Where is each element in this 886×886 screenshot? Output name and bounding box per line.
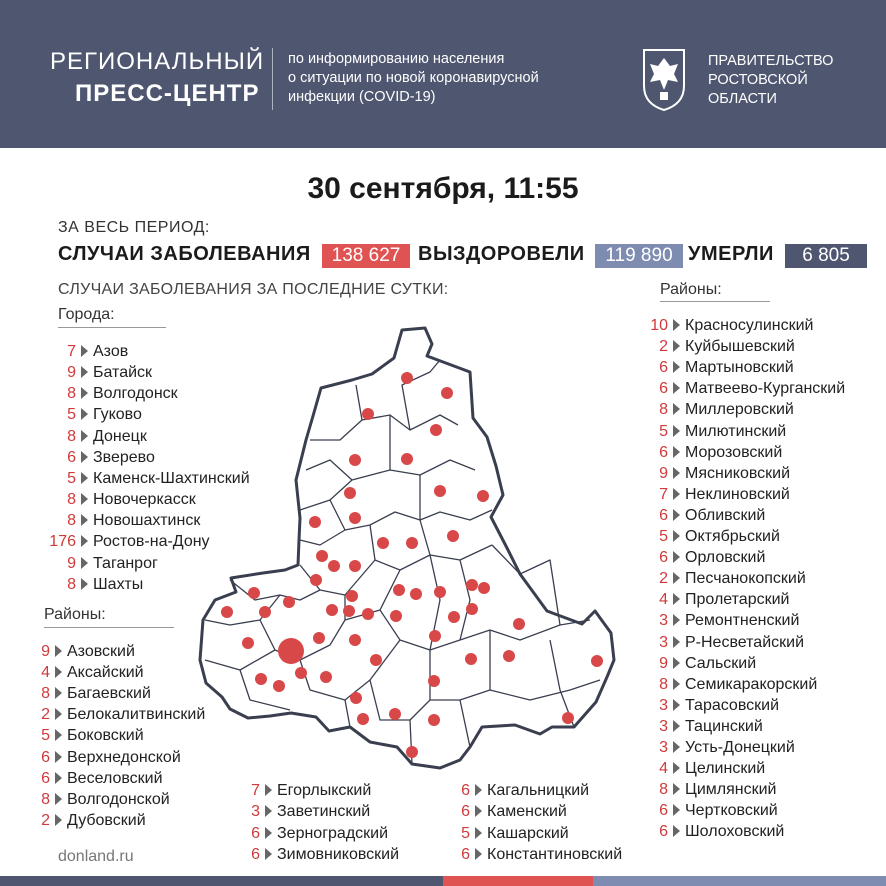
case-marker bbox=[310, 574, 322, 586]
footer-bar-middle bbox=[443, 876, 593, 886]
case-marker bbox=[428, 675, 440, 687]
districts-left-divider bbox=[44, 627, 174, 628]
place-name: Сальский bbox=[685, 654, 757, 672]
place-name: Новошахтинск bbox=[93, 512, 201, 530]
case-marker bbox=[344, 487, 356, 499]
place-name: Миллеровский bbox=[685, 401, 794, 419]
list-item bbox=[40, 574, 143, 595]
list-item bbox=[640, 610, 799, 631]
case-marker bbox=[221, 606, 233, 618]
case-marker bbox=[441, 387, 453, 399]
list-item bbox=[640, 336, 795, 357]
triangle-right-icon bbox=[55, 751, 62, 763]
case-count: 3 bbox=[659, 696, 668, 714]
place-name: Тарасовский bbox=[685, 696, 780, 714]
triangle-right-icon bbox=[265, 827, 272, 839]
case-marker bbox=[346, 590, 358, 602]
list-item bbox=[640, 800, 778, 821]
triangle-right-icon bbox=[673, 636, 680, 648]
case-marker bbox=[562, 712, 574, 724]
place-name: Зверево bbox=[93, 448, 155, 466]
case-count: 6 bbox=[659, 549, 668, 567]
case-marker bbox=[401, 453, 413, 465]
case-count: 5 bbox=[67, 469, 76, 487]
case-count: 5 bbox=[67, 406, 76, 424]
list-item bbox=[40, 362, 152, 383]
place-name: Зимовниковский bbox=[277, 845, 400, 863]
case-count: 3 bbox=[659, 633, 668, 651]
place-name: Ремонтненский bbox=[685, 612, 800, 630]
place-name: Гуково bbox=[93, 406, 142, 424]
recovered-total-badge: 119 890 bbox=[595, 244, 683, 268]
list-item bbox=[22, 747, 181, 768]
list-item bbox=[640, 632, 804, 653]
case-count: 6 bbox=[659, 359, 668, 377]
triangle-right-icon bbox=[673, 593, 680, 605]
case-count: 8 bbox=[67, 491, 76, 509]
case-count: 176 bbox=[49, 533, 76, 551]
case-count: 9 bbox=[41, 643, 50, 660]
case-marker bbox=[273, 680, 285, 692]
case-count: 9 bbox=[67, 364, 76, 382]
triangle-right-icon bbox=[475, 805, 482, 817]
case-marker bbox=[320, 671, 332, 683]
case-marker bbox=[362, 608, 374, 620]
case-count: 3 bbox=[659, 612, 668, 630]
place-name: Донецк bbox=[93, 427, 147, 445]
list-item bbox=[640, 378, 845, 399]
place-name: Азов bbox=[93, 343, 129, 360]
place-name: Каменский bbox=[487, 803, 567, 821]
triangle-right-icon bbox=[673, 382, 680, 394]
case-count: 8 bbox=[41, 790, 50, 808]
triangle-right-icon bbox=[475, 784, 482, 796]
triangle-right-icon bbox=[81, 535, 88, 547]
case-count: 6 bbox=[461, 845, 470, 863]
list-item bbox=[22, 768, 163, 789]
case-marker bbox=[242, 637, 254, 649]
place-name: Морозовский bbox=[685, 443, 783, 461]
list-item bbox=[22, 810, 146, 831]
triangle-right-icon bbox=[673, 488, 680, 500]
triangle-right-icon bbox=[673, 657, 680, 669]
triangle-right-icon bbox=[81, 514, 88, 526]
districts-right-title: Районы: bbox=[660, 281, 722, 298]
case-count: 3 bbox=[251, 803, 260, 821]
place-name: Орловский bbox=[685, 549, 766, 567]
place-name: Боковский bbox=[67, 727, 144, 745]
case-marker bbox=[316, 550, 328, 562]
died-total-badge: 6 805 bbox=[785, 244, 867, 268]
place-name: Таганрог bbox=[93, 554, 158, 572]
case-marker bbox=[255, 673, 267, 685]
case-marker bbox=[401, 372, 413, 384]
case-marker bbox=[326, 604, 338, 616]
triangle-right-icon bbox=[673, 446, 680, 458]
list-item bbox=[240, 823, 388, 844]
case-marker bbox=[513, 618, 525, 630]
list-item bbox=[640, 463, 790, 484]
triangle-right-icon bbox=[265, 805, 272, 817]
case-count: 5 bbox=[659, 528, 668, 545]
case-count: 6 bbox=[659, 506, 668, 524]
case-count: 3 bbox=[659, 739, 668, 756]
case-count: 8 bbox=[41, 685, 50, 703]
triangle-right-icon bbox=[81, 345, 88, 357]
footer-bar-left bbox=[0, 876, 443, 886]
triangle-right-icon bbox=[673, 741, 680, 753]
place-name: Кашарский bbox=[487, 824, 569, 842]
case-count: 6 bbox=[659, 380, 668, 398]
press-center-title: РЕГИОНАЛЬНЫЙ bbox=[50, 48, 265, 75]
case-count: 2 bbox=[41, 706, 50, 724]
case-count: 8 bbox=[67, 512, 76, 530]
case-marker bbox=[466, 579, 478, 591]
case-count: 8 bbox=[67, 385, 76, 403]
case-marker bbox=[259, 606, 271, 618]
region-outline bbox=[200, 328, 614, 768]
case-count: 6 bbox=[659, 823, 668, 841]
list-item bbox=[40, 341, 128, 362]
place-name: Шолоховский bbox=[685, 823, 785, 841]
place-name: Батайск bbox=[93, 364, 153, 382]
list-item bbox=[640, 758, 765, 779]
list-item bbox=[640, 547, 765, 568]
case-count: 3 bbox=[659, 717, 668, 735]
case-marker bbox=[390, 610, 402, 622]
triangle-right-icon bbox=[673, 403, 680, 415]
triangle-right-icon bbox=[475, 827, 482, 839]
districts-left-title: Районы: bbox=[44, 606, 106, 623]
triangle-right-icon bbox=[55, 666, 62, 678]
triangle-right-icon bbox=[265, 784, 272, 796]
case-count: 6 bbox=[41, 748, 50, 766]
triangle-right-icon bbox=[55, 708, 62, 720]
footer-url[interactable]: donland.ru bbox=[58, 848, 134, 865]
case-marker bbox=[393, 584, 405, 596]
case-marker bbox=[349, 454, 361, 466]
list-item bbox=[640, 442, 782, 463]
case-marker bbox=[328, 560, 340, 572]
triangle-right-icon bbox=[673, 572, 680, 584]
case-marker bbox=[466, 603, 478, 615]
case-marker bbox=[434, 586, 446, 598]
list-item bbox=[640, 315, 813, 336]
triangle-right-icon bbox=[673, 340, 680, 352]
triangle-right-icon bbox=[55, 772, 62, 784]
case-marker bbox=[478, 582, 490, 594]
case-marker bbox=[349, 560, 361, 572]
case-count: 2 bbox=[41, 811, 50, 829]
triangle-right-icon bbox=[673, 804, 680, 816]
place-name: Куйбышевский bbox=[685, 338, 795, 356]
list-item bbox=[40, 531, 210, 552]
list-item bbox=[640, 589, 789, 610]
case-count: 9 bbox=[659, 464, 668, 482]
case-count: 9 bbox=[67, 554, 76, 572]
cases-label: СЛУЧАИ ЗАБОЛЕВАНИЯ bbox=[58, 243, 311, 265]
case-count: 7 bbox=[67, 343, 76, 360]
place-name: Обливский bbox=[685, 506, 766, 524]
triangle-right-icon bbox=[673, 783, 680, 795]
place-name: Октябрьский bbox=[685, 528, 780, 545]
case-count: 4 bbox=[659, 760, 668, 778]
triangle-right-icon bbox=[673, 762, 680, 774]
case-count: 5 bbox=[461, 824, 470, 842]
list-item bbox=[640, 399, 794, 420]
case-marker bbox=[430, 424, 442, 436]
rostov-marker bbox=[278, 638, 304, 664]
triangle-right-icon bbox=[475, 848, 482, 860]
place-name: Ростов-на-Дону bbox=[93, 533, 210, 551]
list-item bbox=[40, 383, 178, 404]
triangle-right-icon bbox=[673, 614, 680, 626]
list-item bbox=[450, 844, 622, 865]
recovered-label: ВЫЗДОРОВЕЛИ bbox=[418, 243, 585, 265]
place-name: Р-Несветайский bbox=[685, 633, 804, 651]
case-marker bbox=[350, 692, 362, 704]
case-marker bbox=[406, 537, 418, 549]
triangle-right-icon bbox=[673, 825, 680, 837]
triangle-right-icon bbox=[81, 493, 88, 505]
triangle-right-icon bbox=[55, 729, 62, 741]
case-marker bbox=[313, 632, 325, 644]
case-count: 8 bbox=[659, 781, 668, 799]
case-marker bbox=[465, 653, 477, 665]
list-item bbox=[22, 725, 144, 746]
list-item bbox=[640, 568, 806, 589]
place-name: Белокалитвинский bbox=[67, 706, 206, 724]
case-count: 5 bbox=[659, 422, 668, 440]
list-item bbox=[640, 737, 795, 758]
triangle-right-icon bbox=[55, 814, 62, 826]
list-item bbox=[22, 641, 135, 662]
place-name: Верхнедонской bbox=[67, 748, 181, 766]
footer-bar-right bbox=[593, 876, 886, 886]
case-count: 6 bbox=[659, 443, 668, 461]
list-item bbox=[640, 357, 794, 378]
case-marker bbox=[295, 667, 307, 679]
list-item bbox=[22, 683, 151, 704]
case-count: 6 bbox=[67, 448, 76, 466]
place-name: Новочеркасск bbox=[93, 491, 196, 509]
list-item bbox=[640, 484, 790, 505]
case-count: 7 bbox=[659, 485, 668, 503]
case-marker bbox=[406, 746, 418, 758]
case-marker bbox=[377, 537, 389, 549]
list-item bbox=[240, 844, 399, 865]
report-date: 30 сентября, 11:55 bbox=[307, 172, 579, 205]
place-name: Кагальницкий bbox=[487, 782, 590, 799]
case-marker bbox=[591, 655, 603, 667]
list-item bbox=[640, 674, 817, 695]
place-name: Милютинский bbox=[685, 422, 787, 440]
triangle-right-icon bbox=[673, 467, 680, 479]
triangle-right-icon bbox=[81, 451, 88, 463]
case-marker bbox=[477, 490, 489, 502]
triangle-right-icon bbox=[673, 720, 680, 732]
case-count: 4 bbox=[659, 591, 668, 609]
place-name: Багаевский bbox=[67, 685, 151, 703]
list-item bbox=[40, 447, 155, 468]
place-name: Песчанокопский bbox=[685, 570, 806, 588]
case-marker bbox=[349, 512, 361, 524]
list-item bbox=[450, 780, 589, 801]
place-name: Мартыновский bbox=[685, 359, 794, 377]
case-count: 2 bbox=[659, 338, 668, 356]
place-name: Чертковский bbox=[685, 802, 778, 820]
list-item bbox=[22, 789, 170, 810]
case-count: 6 bbox=[659, 802, 668, 820]
case-marker bbox=[428, 714, 440, 726]
case-marker bbox=[283, 596, 295, 608]
list-item bbox=[40, 404, 142, 425]
triangle-right-icon bbox=[55, 793, 62, 805]
case-marker bbox=[429, 630, 441, 642]
case-count: 8 bbox=[67, 427, 76, 445]
triangle-right-icon bbox=[81, 557, 88, 569]
place-name: Неклиновский bbox=[685, 485, 790, 503]
list-item bbox=[22, 662, 144, 683]
case-marker bbox=[503, 650, 515, 662]
triangle-right-icon bbox=[81, 578, 88, 590]
triangle-right-icon bbox=[81, 408, 88, 420]
case-marker bbox=[248, 587, 260, 599]
case-marker bbox=[410, 588, 422, 600]
place-name: Заветинский bbox=[277, 803, 371, 821]
triangle-right-icon bbox=[673, 699, 680, 711]
triangle-right-icon bbox=[81, 387, 88, 399]
case-count: 5 bbox=[41, 727, 50, 745]
triangle-right-icon bbox=[673, 425, 680, 437]
case-marker bbox=[357, 713, 369, 725]
place-name: Азовский bbox=[67, 643, 135, 660]
place-name: Семикаракорский bbox=[685, 675, 818, 693]
place-name: Целинский bbox=[685, 760, 766, 778]
place-name: Волгодонск bbox=[93, 385, 178, 403]
triangle-right-icon bbox=[673, 319, 680, 331]
list-item bbox=[40, 553, 158, 574]
case-count: 6 bbox=[41, 769, 50, 787]
place-name: Зерноградский bbox=[277, 824, 389, 842]
case-count: 2 bbox=[659, 570, 668, 588]
case-marker bbox=[448, 611, 460, 623]
list-item bbox=[640, 526, 780, 547]
case-marker bbox=[309, 516, 321, 528]
list-item bbox=[640, 716, 763, 737]
place-name: Дубовский bbox=[67, 811, 146, 829]
list-item bbox=[40, 426, 147, 447]
place-name: Егорлыкский bbox=[277, 782, 372, 799]
case-marker bbox=[362, 408, 374, 420]
cases-total-badge: 138 627 bbox=[322, 244, 410, 268]
place-name: Пролетарский bbox=[685, 591, 790, 609]
case-count: 8 bbox=[659, 401, 668, 419]
case-count: 6 bbox=[251, 845, 260, 863]
died-label: УМЕРЛИ bbox=[688, 243, 774, 265]
list-item bbox=[22, 704, 205, 725]
government-label: ПРАВИТЕЛЬСТВО РОСТОВСКОЙ ОБЛАСТИ bbox=[708, 53, 834, 107]
case-count: 9 bbox=[659, 654, 668, 672]
daily-cases-label: СЛУЧАИ ЗАБОЛЕВАНИЯ ЗА ПОСЛЕДНИЕ СУТКИ: bbox=[58, 281, 449, 298]
case-count: 6 bbox=[251, 824, 260, 842]
list-item bbox=[40, 510, 200, 531]
cities-divider bbox=[58, 327, 166, 328]
triangle-right-icon bbox=[55, 687, 62, 699]
case-marker bbox=[349, 634, 361, 646]
list-item bbox=[450, 801, 567, 822]
place-name: Красносулинский bbox=[685, 317, 814, 334]
triangle-right-icon bbox=[673, 678, 680, 690]
list-item bbox=[640, 821, 784, 842]
triangle-right-icon bbox=[81, 366, 88, 378]
place-name: Каменск-Шахтинский bbox=[93, 469, 250, 487]
list-item bbox=[640, 695, 779, 716]
place-name: Аксайский bbox=[67, 664, 144, 682]
place-name: Тацинский bbox=[685, 717, 763, 735]
list-item bbox=[640, 779, 776, 800]
case-count: 10 bbox=[650, 317, 668, 334]
triangle-right-icon bbox=[673, 509, 680, 521]
case-count: 6 bbox=[461, 803, 470, 821]
place-name: Веселовский bbox=[67, 769, 163, 787]
place-name: Усть-Донецкий bbox=[685, 739, 795, 756]
case-count: 8 bbox=[67, 575, 76, 593]
header-description: по информированию населения о ситуации по новой коронавирусной инфекции (COVID-19) bbox=[288, 51, 539, 105]
list-item bbox=[640, 653, 756, 674]
triangle-right-icon bbox=[81, 430, 88, 442]
period-label: ЗА ВЕСЬ ПЕРИОД: bbox=[58, 219, 210, 236]
list-item bbox=[40, 468, 250, 489]
cities-title: Города: bbox=[58, 306, 115, 323]
case-count: 4 bbox=[41, 664, 50, 682]
place-name: Константиновский bbox=[487, 845, 623, 863]
triangle-right-icon bbox=[673, 551, 680, 563]
case-marker bbox=[370, 654, 382, 666]
region-borders bbox=[200, 328, 614, 768]
place-name: Матвеево-Курганский bbox=[685, 380, 846, 398]
list-item bbox=[240, 801, 370, 822]
list-item bbox=[40, 489, 196, 510]
list-item bbox=[640, 421, 786, 442]
case-count: 6 bbox=[461, 782, 470, 799]
place-name: Мясниковский bbox=[685, 464, 791, 482]
triangle-right-icon bbox=[265, 848, 272, 860]
place-name: Шахты bbox=[93, 575, 144, 593]
case-count: 8 bbox=[659, 675, 668, 693]
press-center-subtitle: ПРЕСС-ЦЕНТР bbox=[75, 80, 260, 107]
case-marker bbox=[434, 485, 446, 497]
place-name: Цимлянский bbox=[685, 781, 777, 799]
triangle-right-icon bbox=[81, 472, 88, 484]
case-marker bbox=[447, 530, 459, 542]
case-marker bbox=[389, 708, 401, 720]
list-item bbox=[450, 823, 569, 844]
case-count: 7 bbox=[251, 782, 260, 799]
case-marker bbox=[343, 605, 355, 617]
list-item bbox=[240, 780, 371, 801]
triangle-right-icon bbox=[55, 645, 62, 657]
list-item bbox=[640, 505, 765, 526]
triangle-right-icon bbox=[673, 530, 680, 542]
triangle-right-icon bbox=[673, 361, 680, 373]
place-name: Волгодонской bbox=[67, 790, 170, 808]
districts-right-divider bbox=[660, 301, 770, 302]
